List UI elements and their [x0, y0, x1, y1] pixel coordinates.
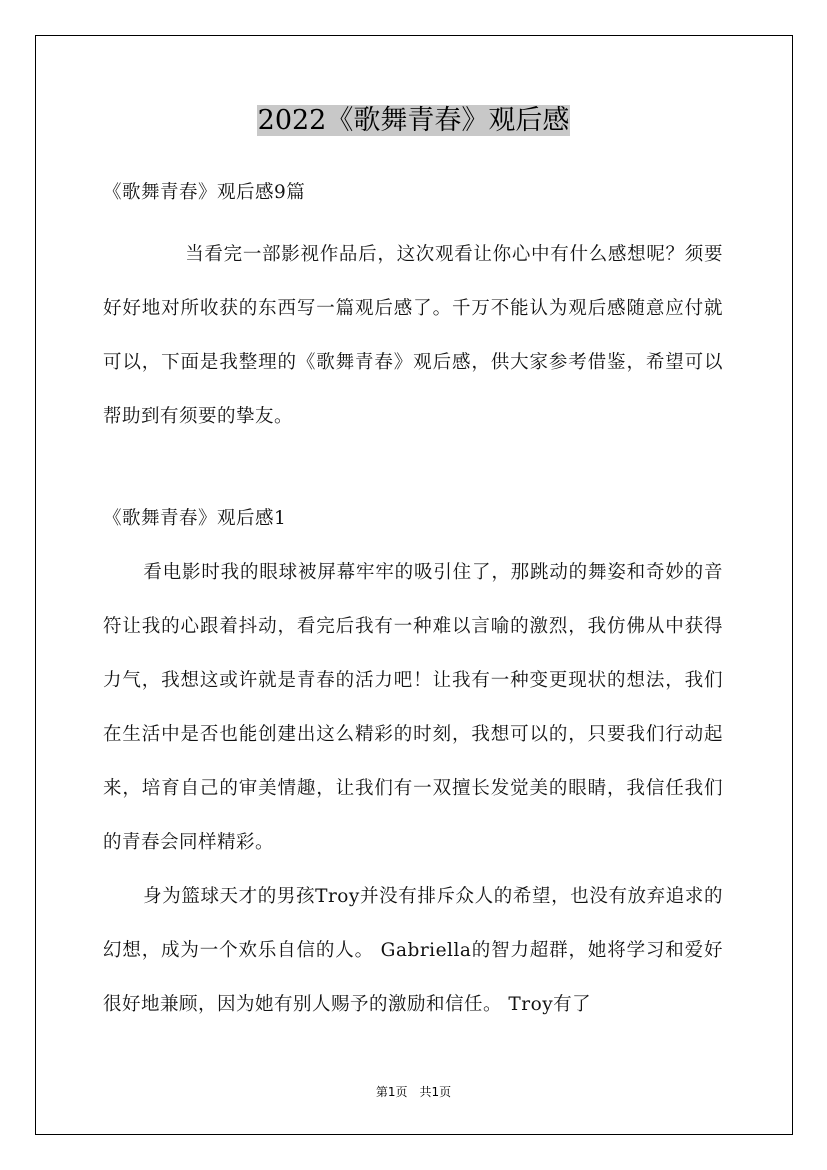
document-title-text: 2022《歌舞青春》观后感 — [257, 105, 570, 136]
document-title — [0, 100, 827, 142]
intro-paragraph — [103, 228, 723, 444]
body-paragraph-1 — [103, 546, 723, 870]
body-paragraph-2 — [103, 870, 723, 1032]
body-paragraph-2-text: 身为篮球天才的男孩Troy并没有排斥众人的希望，也没有放弃追求的幻想，成为一个欢乐自信的人。 Gabriella的智力超群，她将学习和爱好很好地兼顾，因为她有别人赐予的激励和信任。 Troy有了 — [103, 886, 723, 1015]
page-number-footer: 第1页 共1页 — [375, 1085, 452, 1099]
body-paragraph-1-text: 看电影时我的眼球被屏幕牢牢的吸引住了，那跳动的舞姿和奇妙的音符让我的心跟着抖动，看完后我有一种难以言喻的激烈，我仿佛从中获得力气，我想这或许就是青春的活力吧！让我有一种变更现状的想法，我们在生活中是否也能创建出这么精彩的时刻，我想可以的，只要我们行动起来，培育自己的审美情趣，让我们有一双擅长发觉美的眼睛，我信任我们的青春会同样精彩。 — [103, 562, 723, 853]
section-heading: 《歌舞青春》观后感1 — [103, 508, 287, 529]
intro-text: 当看完一部影视作品后，这次观看让你心中有什么感想呢？须要好好地对所收获的东西写一篇观后感了。千万不能认为观后感随意应付就可以，下面是我整理的《歌舞青春》观后感，供大家参考借鉴，希望可以帮助到有须要的挚友。 — [103, 244, 723, 427]
document-subtitle: 《歌舞青春》观后感9篇 — [103, 182, 306, 203]
